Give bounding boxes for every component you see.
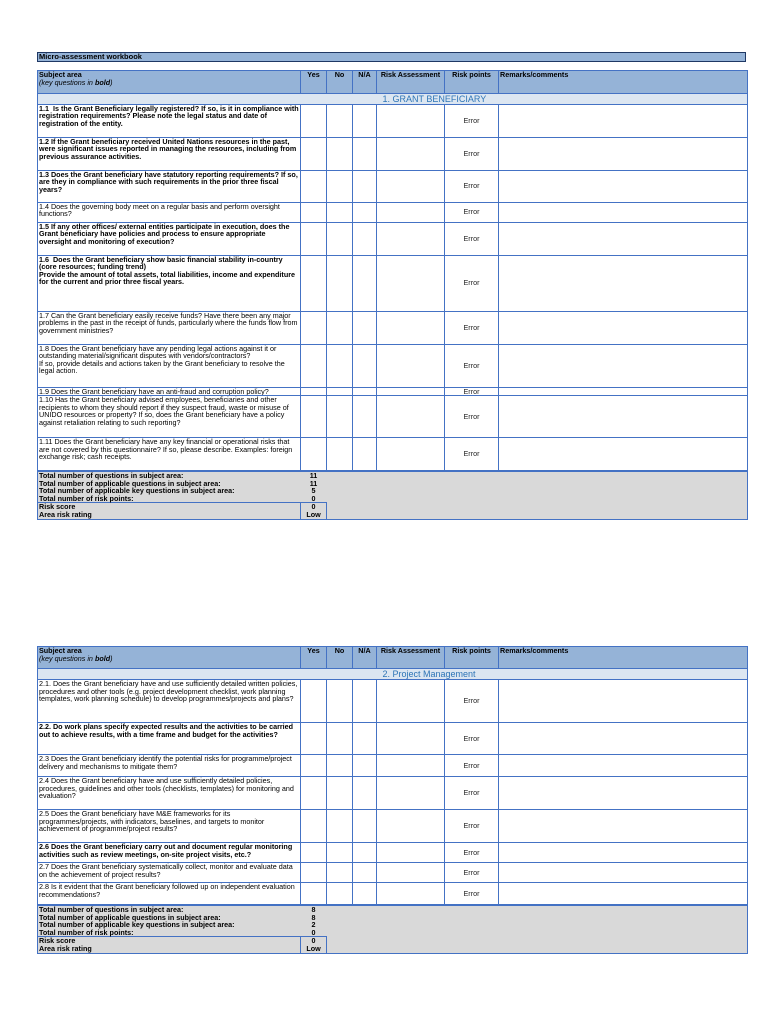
question-row — [38, 104, 748, 137]
summary-value: 5 — [301, 487, 327, 495]
summary-row — [38, 511, 748, 519]
summary-filler — [327, 487, 748, 495]
answer-no-cell[interactable] — [327, 755, 353, 777]
answer-yes-cell[interactable] — [301, 810, 327, 843]
remarks-cell[interactable] — [499, 755, 748, 777]
question-row — [38, 755, 748, 777]
risk-points-cell: Error — [445, 255, 499, 311]
section-title: 2. Project Management — [377, 669, 748, 680]
summary-label: Area risk rating — [38, 511, 301, 519]
header-risk-assessment: Risk Assessment — [377, 71, 445, 94]
question-row — [38, 137, 748, 170]
question-row — [38, 438, 748, 471]
answer-yes-cell[interactable] — [301, 680, 327, 723]
answer-no-cell[interactable] — [327, 255, 353, 311]
header-remarks: Remarks/comments — [499, 71, 748, 94]
remarks-cell[interactable] — [499, 810, 748, 843]
answer-no-cell[interactable] — [327, 387, 353, 396]
answer-na-cell[interactable] — [353, 202, 377, 222]
answer-na-cell[interactable] — [353, 438, 377, 471]
subject-area-label: Subject area — [39, 646, 82, 655]
summary-label: Total number of questions in subject area: — [38, 472, 301, 480]
assessment-table — [37, 646, 748, 905]
header-no: No — [327, 71, 353, 94]
summary-label: Total number of risk points: — [38, 495, 301, 503]
answer-no-cell[interactable] — [327, 344, 353, 387]
header-yes: Yes — [301, 71, 327, 94]
risk-points-cell: Error — [445, 202, 499, 222]
question-text: 1.1 Is the Grant Beneficiary legally registered? If so, is it in compliance with registration requirements? Please note the legal status and date of registration of the entity. — [38, 104, 301, 137]
question-text: 2.8 Is it evident that the Grant beneficiary followed up on independent evaluation recommendations? — [38, 883, 301, 905]
question-text: 1.8 Does the Grant beneficiary have any pending legal actions against it or outstanding material/significant disputes with vendors/contractors? If so, provide details and actions taken by the Grant beneficiary to resolve the legal action. — [38, 344, 301, 387]
answer-no-cell[interactable] — [327, 810, 353, 843]
summary-label: Total number of applicable key questions in subject area: — [38, 921, 301, 929]
answer-yes-cell[interactable] — [301, 311, 327, 344]
risk-assessment-cell[interactable] — [377, 104, 445, 137]
summary-filler — [327, 945, 748, 953]
answer-no-cell[interactable] — [327, 723, 353, 755]
header-subject-area — [38, 647, 301, 669]
question-text: 2.2. Do work plans specify expected results and the activities to be carried out to achieve results, with a time frame and budget for the activities? — [38, 723, 301, 755]
remarks-cell[interactable] — [499, 680, 748, 723]
summary-row — [38, 921, 748, 929]
header-subject-area — [38, 71, 301, 94]
key-questions-note — [39, 655, 299, 663]
answer-no-cell[interactable] — [327, 222, 353, 255]
answer-na-cell[interactable] — [353, 344, 377, 387]
remarks-cell[interactable] — [499, 883, 748, 905]
answer-yes-cell[interactable] — [301, 387, 327, 396]
summary-filler — [327, 495, 748, 503]
remarks-cell[interactable] — [499, 843, 748, 863]
question-row — [38, 723, 748, 755]
answer-yes-cell[interactable] — [301, 255, 327, 311]
summary-filler — [327, 472, 748, 480]
summary-row — [38, 929, 748, 937]
answer-no-cell[interactable] — [327, 311, 353, 344]
risk-points-cell: Error — [445, 137, 499, 170]
remarks-cell[interactable] — [499, 104, 748, 137]
answer-no-cell[interactable] — [327, 202, 353, 222]
header-risk-points: Risk points — [445, 647, 499, 669]
risk-assessment-cell[interactable] — [377, 396, 445, 438]
answer-no-cell[interactable] — [327, 777, 353, 810]
answer-yes-cell[interactable] — [301, 222, 327, 255]
remarks-cell[interactable] — [499, 723, 748, 755]
key-note-bold: bold — [94, 653, 111, 663]
section-title-spacer — [38, 93, 377, 104]
summary-filler — [327, 921, 748, 929]
question-row — [38, 863, 748, 883]
header-na: N/A — [353, 647, 377, 669]
summary-label: Total number of applicable questions in subject area: — [38, 914, 301, 922]
risk-points-cell: Error — [445, 344, 499, 387]
answer-no-cell[interactable] — [327, 863, 353, 883]
summary-table — [37, 471, 748, 520]
risk-points-cell: Error — [445, 843, 499, 863]
summary-row — [38, 945, 748, 953]
answer-na-cell[interactable] — [353, 680, 377, 723]
key-note-suffix: ) — [110, 653, 113, 663]
question-text: 2.1. Does the Grant beneficiary have and use sufficiently detailed written policies, procedures and other tools (e.g. project development checklist, work planning templates, work planning schedule) to develop programmes/projects and plans? — [38, 680, 301, 723]
risk-assessment-cell[interactable] — [377, 777, 445, 810]
answer-na-cell[interactable] — [353, 810, 377, 843]
question-row — [38, 202, 748, 222]
answer-yes-cell[interactable] — [301, 755, 327, 777]
question-text: 1.2 If the Grant beneficiary received United Nations resources in the past, were significant issues reported in managing the resources, including from previous assurance activities. — [38, 137, 301, 170]
risk-points-cell: Error — [445, 104, 499, 137]
risk-points-cell: Error — [445, 810, 499, 843]
remarks-cell[interactable] — [499, 438, 748, 471]
risk-assessment-cell[interactable] — [377, 311, 445, 344]
risk-assessment-cell[interactable] — [377, 255, 445, 311]
summary-label: Risk score — [38, 503, 301, 511]
question-text: 1.4 Does the governing body meet on a regular basis and perform oversight functions? — [38, 202, 301, 222]
question-row — [38, 344, 748, 387]
summary-value: 0 — [301, 937, 327, 945]
summary-label: Total number of questions in subject area: — [38, 906, 301, 914]
summary-label: Risk score — [38, 937, 301, 945]
question-text: 1.7 Can the Grant beneficiary easily receive funds? Have there been any major problems in the past in the receipt of funds, particularly where the funds flow from government ministries? — [38, 311, 301, 344]
answer-yes-cell[interactable] — [301, 396, 327, 438]
summary-value: 11 — [301, 480, 327, 488]
answer-na-cell[interactable] — [353, 137, 377, 170]
risk-assessment-cell[interactable] — [377, 810, 445, 843]
answer-yes-cell[interactable] — [301, 202, 327, 222]
summary-value: 8 — [301, 914, 327, 922]
risk-points-cell: Error — [445, 396, 499, 438]
answer-no-cell[interactable] — [327, 137, 353, 170]
header-yes: Yes — [301, 647, 327, 669]
risk-points-cell: Error — [445, 438, 499, 471]
summary-row — [38, 487, 748, 495]
answer-yes-cell[interactable] — [301, 843, 327, 863]
summary-value: 0 — [301, 503, 327, 511]
answer-yes-cell[interactable] — [301, 104, 327, 137]
answer-yes-cell[interactable] — [301, 344, 327, 387]
question-row — [38, 810, 748, 843]
question-text: 1.5 If any other offices/ external entities participate in execution, does the Grant beneficiary have policies and process to ensure appropriate oversight and monitoring of execution? — [38, 222, 301, 255]
key-note-prefix: (key questions in — [39, 77, 95, 87]
question-row — [38, 311, 748, 344]
risk-assessment-cell[interactable] — [377, 438, 445, 471]
risk-assessment-cell[interactable] — [377, 170, 445, 202]
summary-label: Total number of applicable key questions in subject area: — [38, 487, 301, 495]
risk-points-cell: Error — [445, 755, 499, 777]
header-risk-points: Risk points — [445, 71, 499, 94]
remarks-cell[interactable] — [499, 255, 748, 311]
answer-na-cell[interactable] — [353, 755, 377, 777]
answer-no-cell[interactable] — [327, 104, 353, 137]
summary-row — [38, 937, 748, 945]
answer-yes-cell[interactable] — [301, 137, 327, 170]
answer-na-cell[interactable] — [353, 396, 377, 438]
answer-yes-cell[interactable] — [301, 777, 327, 810]
header-no: No — [327, 647, 353, 669]
risk-points-cell: Error — [445, 170, 499, 202]
answer-na-cell[interactable] — [353, 170, 377, 202]
question-text: 1.11 Does the Grant beneficiary have any key financial or operational risks that are not covered by this questionnaire? If so, please describe. Examples: foreign exchange risk; cash receipts. — [38, 438, 301, 471]
answer-na-cell[interactable] — [353, 222, 377, 255]
summary-filler — [327, 929, 748, 937]
summary-table — [37, 905, 748, 954]
answer-na-cell[interactable] — [353, 723, 377, 755]
question-row — [38, 680, 748, 723]
answer-yes-cell[interactable] — [301, 438, 327, 471]
key-questions-note — [39, 79, 299, 87]
risk-points-cell: Error — [445, 883, 499, 905]
answer-na-cell[interactable] — [353, 777, 377, 810]
header-remarks: Remarks/comments — [499, 647, 748, 669]
question-row — [38, 396, 748, 438]
section-title-spacer — [38, 669, 377, 680]
answer-na-cell[interactable] — [353, 843, 377, 863]
summary-filler — [327, 937, 748, 945]
summary-value: 11 — [301, 472, 327, 480]
risk-assessment-cell[interactable] — [377, 883, 445, 905]
risk-points-cell: Error — [445, 680, 499, 723]
summary-label: Total number of risk points: — [38, 929, 301, 937]
remarks-cell[interactable] — [499, 137, 748, 170]
answer-yes-cell[interactable] — [301, 863, 327, 883]
summary-filler — [327, 906, 748, 914]
question-row — [38, 843, 748, 863]
question-row — [38, 883, 748, 905]
risk-points-cell: Error — [445, 723, 499, 755]
answer-yes-cell[interactable] — [301, 883, 327, 905]
question-row — [38, 387, 748, 396]
risk-assessment-cell[interactable] — [377, 863, 445, 883]
remarks-cell[interactable] — [499, 344, 748, 387]
risk-points-cell: Error — [445, 777, 499, 810]
answer-na-cell[interactable] — [353, 104, 377, 137]
risk-assessment-cell[interactable] — [377, 344, 445, 387]
question-text: 1.9 Does the Grant beneficiary have an anti-fraud and corruption policy? — [38, 387, 301, 396]
answer-na-cell[interactable] — [353, 255, 377, 311]
summary-value: Low — [301, 511, 327, 519]
answer-na-cell[interactable] — [353, 311, 377, 344]
summary-filler — [327, 511, 748, 519]
summary-row — [38, 495, 748, 503]
subject-area-label: Subject area — [39, 70, 82, 79]
summary-value: Low — [301, 945, 327, 953]
remarks-cell[interactable] — [499, 396, 748, 438]
answer-no-cell[interactable] — [327, 680, 353, 723]
answer-na-cell[interactable] — [353, 387, 377, 396]
key-note-suffix: ) — [110, 77, 113, 87]
remarks-cell[interactable] — [499, 387, 748, 396]
risk-assessment-cell[interactable] — [377, 723, 445, 755]
question-text: 2.3 Does the Grant beneficiary identify the potential risks for programme/project delivery and mechanisms to mitigate them? — [38, 755, 301, 777]
risk-assessment-cell[interactable] — [377, 680, 445, 723]
answer-no-cell[interactable] — [327, 170, 353, 202]
question-row — [38, 255, 748, 311]
summary-value: 0 — [301, 495, 327, 503]
answer-na-cell[interactable] — [353, 863, 377, 883]
summary-filler — [327, 914, 748, 922]
question-text: 2.7 Does the Grant beneficiary systematically collect, monitor and evaluate data on the achievement of project results? — [38, 863, 301, 883]
remarks-cell[interactable] — [499, 777, 748, 810]
question-text: 2.4 Does the Grant beneficiary have and use sufficiently detailed policies, procedures, guidelines and other tools (checklists, templates) for monitoring and evaluation? — [38, 777, 301, 810]
risk-assessment-cell[interactable] — [377, 222, 445, 255]
risk-assessment-cell[interactable] — [377, 137, 445, 170]
summary-value: 2 — [301, 921, 327, 929]
remarks-cell[interactable] — [499, 202, 748, 222]
summary-value: 0 — [301, 929, 327, 937]
question-row — [38, 222, 748, 255]
answer-no-cell[interactable] — [327, 883, 353, 905]
workbook-title: Micro-assessment workbook — [37, 52, 746, 62]
header-risk-assessment: Risk Assessment — [377, 647, 445, 669]
header-na: N/A — [353, 71, 377, 94]
summary-label: Total number of applicable questions in subject area: — [38, 480, 301, 488]
risk-assessment-cell[interactable] — [377, 387, 445, 396]
summary-label: Area risk rating — [38, 945, 301, 953]
assessment-table — [37, 70, 748, 471]
summary-value: 8 — [301, 906, 327, 914]
section-project-management — [37, 646, 747, 954]
answer-no-cell[interactable] — [327, 843, 353, 863]
remarks-cell[interactable] — [499, 863, 748, 883]
summary-filler — [327, 480, 748, 488]
remarks-cell[interactable] — [499, 222, 748, 255]
answer-no-cell[interactable] — [327, 396, 353, 438]
section-title: 1. GRANT BENEFICIARY — [377, 93, 748, 104]
summary-row — [38, 503, 748, 511]
risk-points-cell: Error — [445, 387, 499, 396]
risk-assessment-cell[interactable] — [377, 202, 445, 222]
risk-assessment-cell[interactable] — [377, 843, 445, 863]
question-row — [38, 777, 748, 810]
key-note-prefix: (key questions in — [39, 653, 95, 663]
answer-na-cell[interactable] — [353, 883, 377, 905]
remarks-cell[interactable] — [499, 311, 748, 344]
risk-points-cell: Error — [445, 311, 499, 344]
answer-no-cell[interactable] — [327, 438, 353, 471]
risk-assessment-cell[interactable] — [377, 755, 445, 777]
question-text: 1.6 Does the Grant beneficiary show basic financial stability in-country (core resources; funding trend) Provide the amount of total assets, total liabilities, income and expenditure for the current and prior three fiscal years. — [38, 255, 301, 311]
question-row — [38, 170, 748, 202]
section-grant-beneficiary — [37, 70, 747, 520]
risk-points-cell: Error — [445, 222, 499, 255]
question-text: 1.10 Has the Grant beneficiary advised employees, beneficiaries and other recipients to whom they should report if they suspect fraud, waste or misuse of UNIDO resources or property? If so, does the Grant beneficiary have a policy against retaliation relating to such reporting? — [38, 396, 301, 438]
summary-filler — [327, 503, 748, 511]
answer-yes-cell[interactable] — [301, 723, 327, 755]
question-text: 1.3 Does the Grant beneficiary have statutory reporting requirements? If so, are they in compliance with such requirements in the prior three fiscal years? — [38, 170, 301, 202]
question-text: 2.5 Does the Grant beneficiary have M&E frameworks for its programmes/projects, with indicators, baselines, and targets to monitor achievement of programme/project results? — [38, 810, 301, 843]
remarks-cell[interactable] — [499, 170, 748, 202]
risk-points-cell: Error — [445, 863, 499, 883]
question-text: 2.6 Does the Grant beneficiary carry out and document regular monitoring activities such as review meetings, on-site project visits, etc.? — [38, 843, 301, 863]
key-note-bold: bold — [94, 77, 111, 87]
answer-yes-cell[interactable] — [301, 170, 327, 202]
